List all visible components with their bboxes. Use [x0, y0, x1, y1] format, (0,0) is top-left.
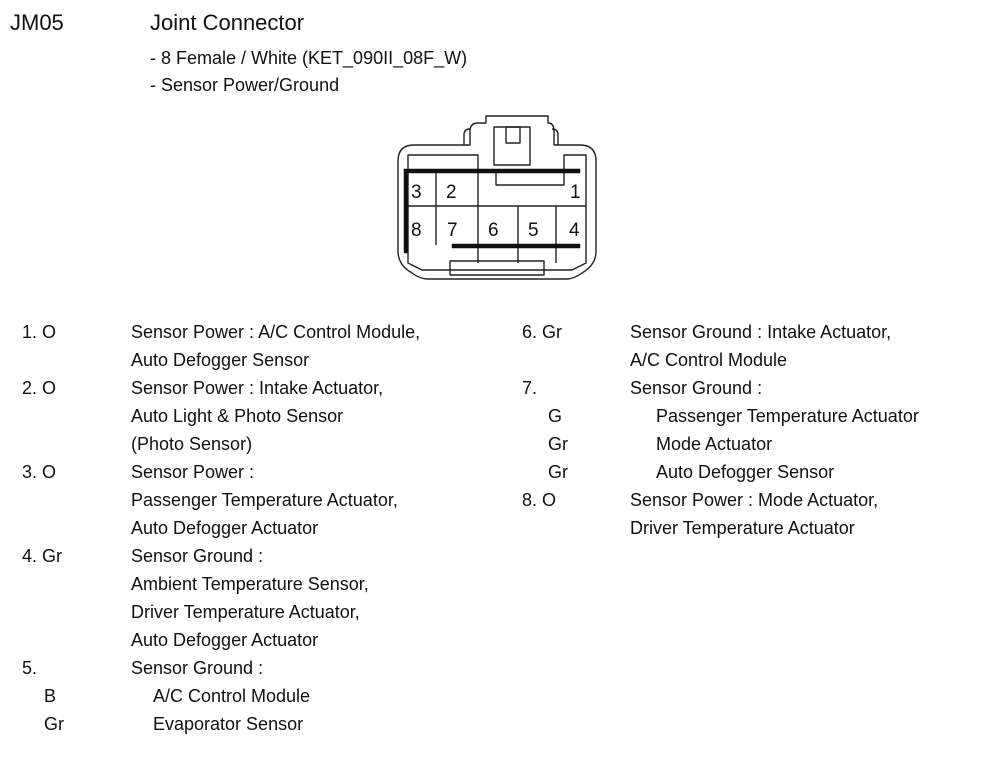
pin-description: Sensor Power : A/C Control Module, — [131, 322, 421, 342]
pin-description: Passenger Temperature Actuator — [656, 406, 919, 426]
pin-description-row — [522, 346, 919, 374]
pin-description-row — [522, 374, 919, 402]
pin-description-row — [522, 486, 919, 514]
pin-description: A/C Control Module — [630, 350, 788, 370]
connector-spec: - 8 Female / White (KET_090II_08F_W) — [150, 48, 468, 68]
pin-description-row — [22, 626, 420, 654]
pin-number — [22, 402, 131, 430]
pin-number: 6. Gr — [522, 322, 563, 342]
connector-keyway-left — [464, 129, 470, 145]
pin-label-3: 3 — [411, 182, 422, 203]
pin-number: 7. — [522, 378, 538, 398]
pin-description: Sensor Power : Intake Actuator, — [131, 378, 384, 398]
pin-number — [22, 486, 131, 514]
pin-number — [22, 346, 131, 374]
connector-title: Joint Connector — [150, 10, 305, 35]
pin-description-row — [22, 710, 420, 738]
pin-description: Auto Defogger Actuator — [131, 518, 319, 538]
wire-color: Gr — [548, 462, 568, 482]
pin-label-4: 4 — [569, 220, 580, 241]
pin-description: Auto Defogger Sensor — [131, 350, 310, 370]
pin-description: Driver Temperature Actuator, — [131, 602, 360, 622]
pin-description-row — [22, 682, 420, 710]
pin-description-row — [22, 318, 420, 346]
wire-color: B — [44, 686, 57, 706]
pin-number: 5. — [22, 658, 38, 678]
pin-description: Mode Actuator — [656, 434, 773, 454]
pin-description: Driver Temperature Actuator — [630, 518, 855, 538]
pin-description-row — [522, 402, 919, 430]
pin-description-row — [22, 570, 420, 598]
pin-label-7: 7 — [447, 220, 458, 241]
pin-description: Auto Defogger Actuator — [131, 630, 319, 650]
pin-description: Auto Defogger Sensor — [656, 462, 835, 482]
pin-number: 3. O — [22, 462, 57, 482]
pin-label-6: 6 — [488, 220, 499, 241]
connector-lock-tab — [506, 127, 520, 143]
pin-number: 4. Gr — [22, 546, 63, 566]
pin-description-row — [522, 458, 919, 486]
pin-list-right — [522, 318, 919, 542]
pin-description-row — [22, 374, 420, 402]
pin-description-row — [22, 430, 420, 458]
pin-description: Sensor Ground : Intake Actuator, — [630, 322, 892, 342]
pin-description-row — [22, 598, 420, 626]
pin-number — [22, 514, 131, 542]
pin-label-8: 8 — [411, 220, 422, 241]
pin-number: 8. O — [522, 490, 557, 510]
pin-list-left — [22, 318, 420, 738]
pin-label-2: 2 — [446, 182, 457, 203]
connector-diagram — [388, 115, 606, 285]
pin-number — [522, 514, 630, 542]
connector-lock-latch — [494, 127, 530, 165]
pin-description-row — [22, 486, 420, 514]
connector-bottom-key — [450, 261, 544, 275]
wire-color: G — [548, 406, 563, 426]
pin-description-row — [522, 318, 919, 346]
pin-description: Auto Light & Photo Sensor — [131, 406, 344, 426]
pin-description: Ambient Temperature Sensor, — [131, 574, 369, 594]
pin-number: 2. O — [22, 378, 57, 398]
pin-label-1: 1 — [570, 182, 581, 203]
wire-color: Gr — [548, 434, 568, 454]
pin-description-row — [22, 514, 420, 542]
connector-code: JM05 — [10, 10, 64, 35]
pin-number — [22, 430, 131, 458]
pin-description: Sensor Ground : — [131, 658, 264, 678]
pin-description-row — [522, 430, 919, 458]
pin-description-row — [522, 514, 919, 542]
connector-function: - Sensor Power/Ground — [150, 75, 340, 95]
pin-number — [522, 346, 630, 374]
pin-description: (Photo Sensor) — [131, 434, 253, 454]
pin-description-row — [22, 542, 420, 570]
pin-number: 1. O — [22, 322, 57, 342]
connector-keyway-right — [552, 129, 558, 145]
pin-description-row — [22, 346, 420, 374]
pin-description: Evaporator Sensor — [153, 714, 304, 734]
pin-description: Sensor Ground : — [131, 546, 264, 566]
wire-color: Gr — [44, 714, 64, 734]
pin-number — [22, 626, 131, 654]
pin-description-row — [22, 402, 420, 430]
pin-description-row — [22, 654, 420, 682]
pin-description: Sensor Ground : — [630, 378, 763, 398]
pin-number — [22, 598, 131, 626]
pin-label-5: 5 — [528, 220, 539, 241]
pin-description: Sensor Power : — [131, 462, 255, 482]
pin-description: Passenger Temperature Actuator, — [131, 490, 398, 510]
connector-outline — [398, 116, 596, 279]
pin-description: A/C Control Module — [153, 686, 311, 706]
pin-description-row — [22, 458, 420, 486]
pin-number — [22, 570, 131, 598]
pin-description: Sensor Power : Mode Actuator, — [630, 490, 879, 510]
